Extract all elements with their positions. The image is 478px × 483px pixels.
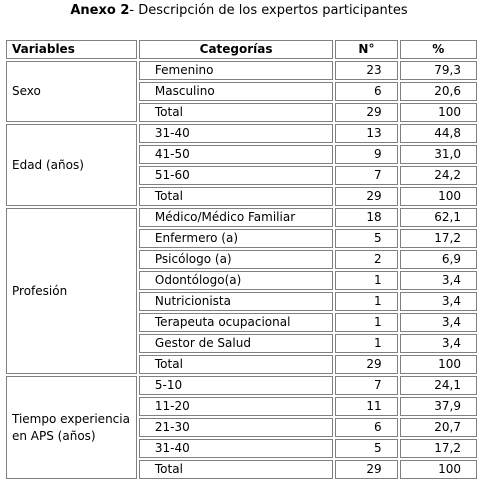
category-cell: Total <box>139 187 333 206</box>
percent-cell: 17,2 <box>400 229 477 248</box>
experts-table <box>4 38 478 481</box>
count-cell: 9 <box>335 145 397 164</box>
percent-cell: 100 <box>400 460 477 479</box>
table-row <box>6 124 477 143</box>
percent-cell: 3,4 <box>400 313 477 332</box>
count-cell: 18 <box>335 208 397 227</box>
table-row <box>6 376 477 395</box>
percent-cell: 3,4 <box>400 271 477 290</box>
count-cell: 29 <box>335 460 397 479</box>
percent-cell: 100 <box>400 187 477 206</box>
category-cell: Terapeuta ocupacional <box>139 313 333 332</box>
count-cell: 6 <box>335 82 397 101</box>
percent-cell: 20,6 <box>400 82 477 101</box>
count-cell: 29 <box>335 103 397 122</box>
count-cell: 11 <box>335 397 397 416</box>
percent-cell: 31,0 <box>400 145 477 164</box>
category-cell: 11-20 <box>139 397 333 416</box>
category-cell: Enfermero (a) <box>139 229 333 248</box>
count-cell: 13 <box>335 124 397 143</box>
count-cell: 7 <box>335 166 397 185</box>
count-cell: 5 <box>335 229 397 248</box>
percent-cell: 100 <box>400 103 477 122</box>
count-cell: 1 <box>335 292 397 311</box>
category-cell: 51-60 <box>139 166 333 185</box>
count-cell: 29 <box>335 355 397 374</box>
percent-cell: 24,2 <box>400 166 477 185</box>
percent-cell: 44,8 <box>400 124 477 143</box>
category-cell: 31-40 <box>139 439 333 458</box>
category-cell: 41-50 <box>139 145 333 164</box>
percent-cell: 3,4 <box>400 334 477 353</box>
category-cell: Masculino <box>139 82 333 101</box>
percent-cell: 6,9 <box>400 250 477 269</box>
count-cell: 1 <box>335 271 397 290</box>
header-pct: % <box>400 40 477 59</box>
count-cell: 23 <box>335 61 397 80</box>
percent-cell: 37,9 <box>400 397 477 416</box>
variable-group-label: Edad (años) <box>6 124 137 206</box>
category-cell: 31-40 <box>139 124 333 143</box>
category-cell: Total <box>139 355 333 374</box>
percent-cell: 3,4 <box>400 292 477 311</box>
category-cell: Nutricionista <box>139 292 333 311</box>
table-row <box>6 208 477 227</box>
percent-cell: 62,1 <box>400 208 477 227</box>
header-n: N° <box>335 40 397 59</box>
category-cell: Médico/Médico Familiar <box>139 208 333 227</box>
count-cell: 7 <box>335 376 397 395</box>
table-body <box>6 61 477 479</box>
category-cell: 21-30 <box>139 418 333 437</box>
percent-cell: 20,7 <box>400 418 477 437</box>
category-cell: Total <box>139 460 333 479</box>
variable-group-label: Sexo <box>6 61 137 122</box>
count-cell: 2 <box>335 250 397 269</box>
count-cell: 1 <box>335 313 397 332</box>
count-cell: 6 <box>335 418 397 437</box>
category-cell: Psicólogo (a) <box>139 250 333 269</box>
category-cell: Odontólogo(a) <box>139 271 333 290</box>
percent-cell: 24,1 <box>400 376 477 395</box>
table-caption <box>0 3 478 19</box>
category-cell: Gestor de Salud <box>139 334 333 353</box>
percent-cell: 79,3 <box>400 61 477 80</box>
caption-text: - Descripción de los expertos participantes <box>129 3 408 18</box>
count-cell: 5 <box>335 439 397 458</box>
count-cell: 1 <box>335 334 397 353</box>
percent-cell: 100 <box>400 355 477 374</box>
table-row <box>6 61 477 80</box>
variable-group-label: Tiempo experiencia en APS (años) <box>6 376 137 479</box>
category-cell: 5-10 <box>139 376 333 395</box>
variable-group-label: Profesión <box>6 208 137 374</box>
count-cell: 29 <box>335 187 397 206</box>
header-variables: Variables <box>6 40 137 59</box>
percent-cell: 17,2 <box>400 439 477 458</box>
category-cell: Femenino <box>139 61 333 80</box>
header-row <box>6 40 477 59</box>
category-cell: Total <box>139 103 333 122</box>
caption-label: Anexo 2 <box>70 3 130 18</box>
header-categorias: Categorías <box>139 40 333 59</box>
